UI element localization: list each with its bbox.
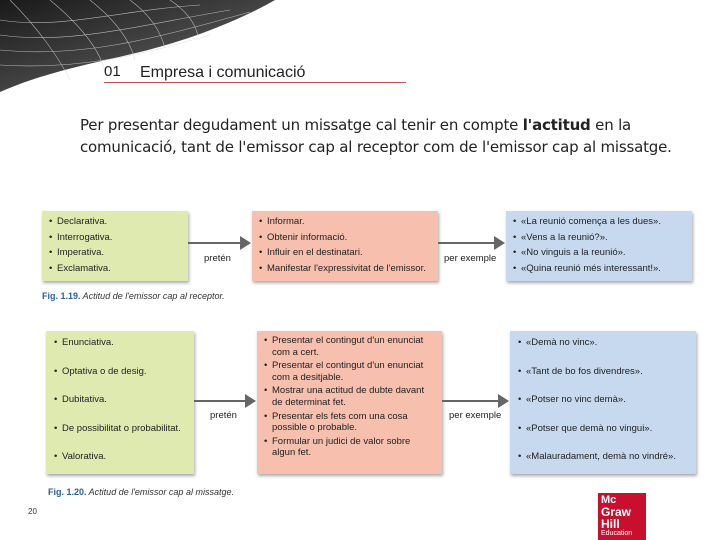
list-item: • «La reunió comença a les dues».: [512, 215, 686, 228]
list-item: • Imperativa.: [48, 246, 182, 259]
list-item: • Presentar el contingut d'un enunciat com a cert.: [263, 335, 436, 358]
list-item: • «Potser que demà no vingui».: [517, 422, 689, 451]
list-item: • Informar.: [258, 215, 432, 228]
fig1-intentions-box: [252, 211, 438, 281]
fig2-examples-box: [510, 331, 696, 474]
fig1-examples-box: [506, 211, 692, 281]
chapter-title-rule: [104, 82, 406, 83]
page-number: 20: [28, 507, 37, 516]
fig2-modality-types-box: [46, 331, 194, 474]
list-item: • Manifestar l'expressivitat de l'emissor.: [258, 262, 432, 275]
mcgraw-hill-logo: Mc Graw Hill Education: [598, 493, 646, 540]
fig1-caption: Fig. 1.19. Actitud de l'emissor cap al receptor.: [42, 291, 225, 301]
fig1-arrow-label-1: pretén: [204, 253, 231, 264]
fig2-arrow-label-1: pretén: [210, 410, 237, 421]
list-item: • Declarativa.: [48, 215, 182, 228]
list-item: • «Tant de bo fos divendres».: [517, 365, 689, 394]
chapter-title: Empresa i comunicació: [140, 64, 306, 81]
list-item: • «Demà no vinc».: [517, 336, 689, 365]
list-item: • De possibilitat o probabilitat.: [53, 422, 187, 451]
list-item: • «Potser no vinc demà».: [517, 393, 689, 422]
list-item: • Formular un judici de valor sobre algun fet.: [263, 436, 436, 459]
list-item: • Exclamativa.: [48, 262, 182, 275]
list-item: • «Quina reunió més interessant!».: [512, 262, 686, 275]
intro-bold-term: l'actitud: [522, 116, 591, 134]
fig2-intentions-box: [257, 331, 442, 474]
list-item: • Mostrar una actitud de dubte davant de determinat fet.: [263, 385, 436, 408]
list-item: • Interrogativa.: [48, 231, 182, 244]
list-item: • Obtenir informació.: [258, 231, 432, 244]
list-item: • Dubitativa.: [53, 393, 187, 422]
fig2-arrow-label-2: per exemple: [449, 410, 502, 421]
fig2-caption: Fig. 1.20. Actitud de l'emissor cap al missatge.: [48, 487, 234, 497]
fig1-arrow-label-2: per exemple: [444, 253, 497, 264]
list-item: • Optativa o de desig.: [53, 365, 187, 394]
intro-paragraph: Per presentar degudament un missatge cal tenir en compte l'actitud en la comunicació, tant de l'emissor cap al receptor com de l'emissor cap al missatge.: [80, 116, 672, 156]
fig1-arrow-2-icon: [438, 234, 506, 252]
list-item: • Presentar el contingut d'un enunciat com a desitjable.: [263, 360, 436, 383]
list-item: • «Malauradament, demà no vindré».: [517, 450, 689, 479]
list-item: • Influir en el destinatari.: [258, 246, 432, 259]
list-item: • «Vens a la reunió?».: [512, 231, 686, 244]
chapter-number: 01: [104, 63, 121, 80]
fig1-sentence-types-box: [42, 211, 188, 281]
fig1-arrow-1-icon: [188, 234, 252, 252]
list-item: • «No vinguis a la reunió».: [512, 246, 686, 259]
list-item: • Enunciativa.: [53, 336, 187, 365]
fig2-arrow-1-icon: [194, 392, 257, 410]
list-item: • Presentar els fets com una cosa possible o probable.: [263, 411, 436, 434]
list-item: • Valorativa.: [53, 450, 187, 479]
fig2-arrow-2-icon: [442, 392, 510, 410]
